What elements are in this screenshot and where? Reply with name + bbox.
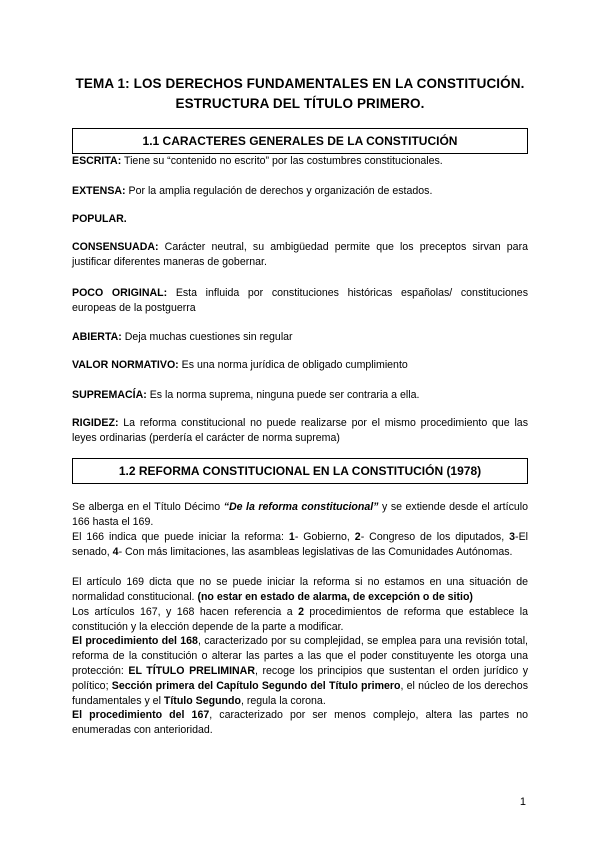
item-text: Es la norma suprema, ninguna puede ser contraria a ella. <box>146 389 420 401</box>
item-rigidez <box>72 416 528 446</box>
item-poco-original <box>72 286 528 316</box>
section-1-heading: 1.1 CARACTERES GENERALES DE LA CONSTITUCIÓN <box>72 128 528 154</box>
item-term: VALOR NORMATIVO: <box>72 359 179 371</box>
paragraph-articulo-166 <box>72 530 528 560</box>
item-text: Esta influida por constituciones históricas españolas/ constituciones europeas de la postguerra <box>72 287 528 314</box>
text-run: Los artículos 167, y 168 hacen referencia a <box>72 606 299 618</box>
text-run: - Congreso de los diputados, <box>360 531 510 543</box>
bold-run: El procedimiento del 168 <box>72 635 198 647</box>
text-run: Se alberga en el Título Décimo <box>72 501 224 513</box>
item-text: Deja muchas cuestiones sin regular <box>121 331 293 343</box>
text-run: , caracterizado por ser menos complejo, altera las partes no enumeradas con anterioridad. <box>72 709 528 736</box>
item-escrita <box>72 154 528 169</box>
item-text: Tiene su “contenido no escrito” por las costumbres constitucionales. <box>121 155 443 167</box>
item-text: Por la amplia regulación de derechos y organización de estados. <box>125 185 433 197</box>
text-run: , recoge los principios que sustentan el orden jurídico y político; <box>72 665 528 692</box>
paragraph-titulo-decimo <box>72 500 528 530</box>
text-run: y se extiende desde el artículo 166 hasta el 169. <box>72 501 529 528</box>
text-run: procedimientos de reforma que establece la constitución y la elección depende de la parte a modificar. <box>72 606 528 633</box>
paragraph-procedimiento-168 <box>72 634 528 709</box>
item-text: Es una norma jurídica de obligado cumplimiento <box>178 359 408 371</box>
item-consensuada <box>72 240 528 270</box>
paragraph-articulo-169 <box>72 575 528 605</box>
number-run: 3 <box>509 531 516 543</box>
text-run: , regula la corona. <box>240 695 326 707</box>
bold-run: 2 <box>298 606 304 618</box>
text-run: , el núcleo de los derechos fundamentales y el <box>72 680 528 707</box>
bold-run: EL TÍTULO PRELIMINAR <box>128 665 255 677</box>
item-term: SUPREMACÍA: <box>72 389 147 401</box>
bold-run: El procedimiento del 167 <box>72 709 210 721</box>
bold-run: Sección primera del Capítulo Segundo del Título primero <box>111 680 401 692</box>
emphasis-run: “De la reforma constitucional” <box>223 501 379 513</box>
text-run: -El senado, <box>72 531 528 558</box>
number-run: 1 <box>288 531 295 543</box>
item-supremacia <box>72 388 528 403</box>
item-extensa <box>72 184 528 199</box>
item-text: La reforma constitucional no puede realizarse por el mismo procedimiento que las leyes ordinarias (perdería el carácter de norma suprema) <box>72 417 528 444</box>
paragraph-articulos-167-168 <box>72 605 528 635</box>
item-term: EXTENSA: <box>72 185 126 197</box>
text-run: , caracterizado por su complejidad, se emplea para una revisión total, reforma de la constitución o alterar las partes a las que el poder constituyente les otorga una protección: <box>72 635 528 677</box>
bold-run: (no estar en estado de alarma, de excepción o de sitio) <box>197 591 473 603</box>
item-term: POCO ORIGINAL: <box>72 287 168 299</box>
bold-run: Título Segundo <box>163 695 241 707</box>
item-valor-normativo <box>72 358 528 373</box>
number-run: 4 <box>112 546 119 558</box>
document-title: TEMA 1: LOS DERECHOS FUNDAMENTALES EN LA CONSTITUCIÓN. ESTRUCTURA DEL TÍTULO PRIMERO. <box>75 76 525 111</box>
text-run: El 166 indica que puede iniciar la reforma: <box>72 531 289 543</box>
text-run: El artículo 169 dicta que no se puede iniciar la reforma si no estamos en una situación de normalidad constitucional. <box>72 576 528 603</box>
number-run: 2 <box>354 531 361 543</box>
item-term: ESCRITA: <box>72 155 122 167</box>
item-term: CONSENSUADA: <box>72 241 159 253</box>
item-term: ABIERTA: <box>72 331 122 343</box>
paragraph-procedimiento-167 <box>72 708 528 738</box>
page-number: 1 <box>519 796 526 808</box>
item-term: RIGIDEZ: <box>72 417 119 429</box>
text-run: - Gobierno, <box>294 531 355 543</box>
text-run: - Con más limitaciones, las asambleas legislativas de las Comunidades Autónomas. <box>118 546 513 558</box>
item-abierta <box>72 330 528 345</box>
item-popular <box>72 212 528 227</box>
item-term: POPULAR. <box>72 213 127 225</box>
section-2-heading: 1.2 REFORMA CONSTITUCIONAL EN LA CONSTITUCIÓN (1978) <box>72 458 528 484</box>
item-text: Carácter neutral, su ambigüedad permite que los preceptos sirvan para justificar diferentes maneras de gobernar. <box>72 241 528 268</box>
